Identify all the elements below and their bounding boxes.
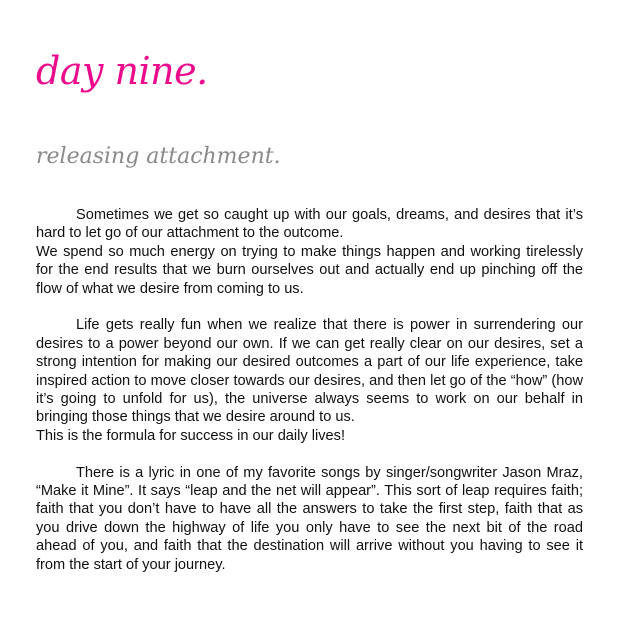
paragraph-2: We spend so much energy on trying to make things happen and working tirelessly for the end results that we burn ourselves out and actually end up pinching off the flow of what we desire from coming to us. [36, 243, 583, 297]
paragraph-4: This is the formula for success in our daily lives! [36, 427, 346, 444]
body-text [36, 206, 583, 574]
paragraph-spacer [36, 298, 583, 316]
page-title: day nine. [36, 49, 208, 93]
paragraph-3: Life gets really fun when we realize that there is power in surrendering our desires to a power beyond our own. If we can get really clear on our desires, set a strong intention for making our desired outcomes a part of our life experience, take inspired action to move closer towards our desires, and then let go of the “how” (how it’s going to unfold for us), the universe always seems to work on our behalf in bringing those things that we desire around to us. [36, 317, 583, 426]
paragraph-spacer [36, 445, 583, 463]
paragraph-5: There is a lyric in one of my favorite songs by singer/songwriter Jason Mraz, “Make it Mine”. It says “leap and the net will appear”. This sort of leap requires faith; faith that you don’t have to have all the answers to take the first step, faith that as you drive down the highway of life you only have to see the next bit of the road ahead of you, and faith that the destination will arrive without you having to see it from the start of your journey. [36, 464, 583, 573]
page-subtitle: releasing attachment. [36, 144, 281, 169]
paragraph-1: Sometimes we get so caught up with our goals, dreams, and desires that it’s hard to let go of our attachment to the outcome. [36, 207, 583, 242]
